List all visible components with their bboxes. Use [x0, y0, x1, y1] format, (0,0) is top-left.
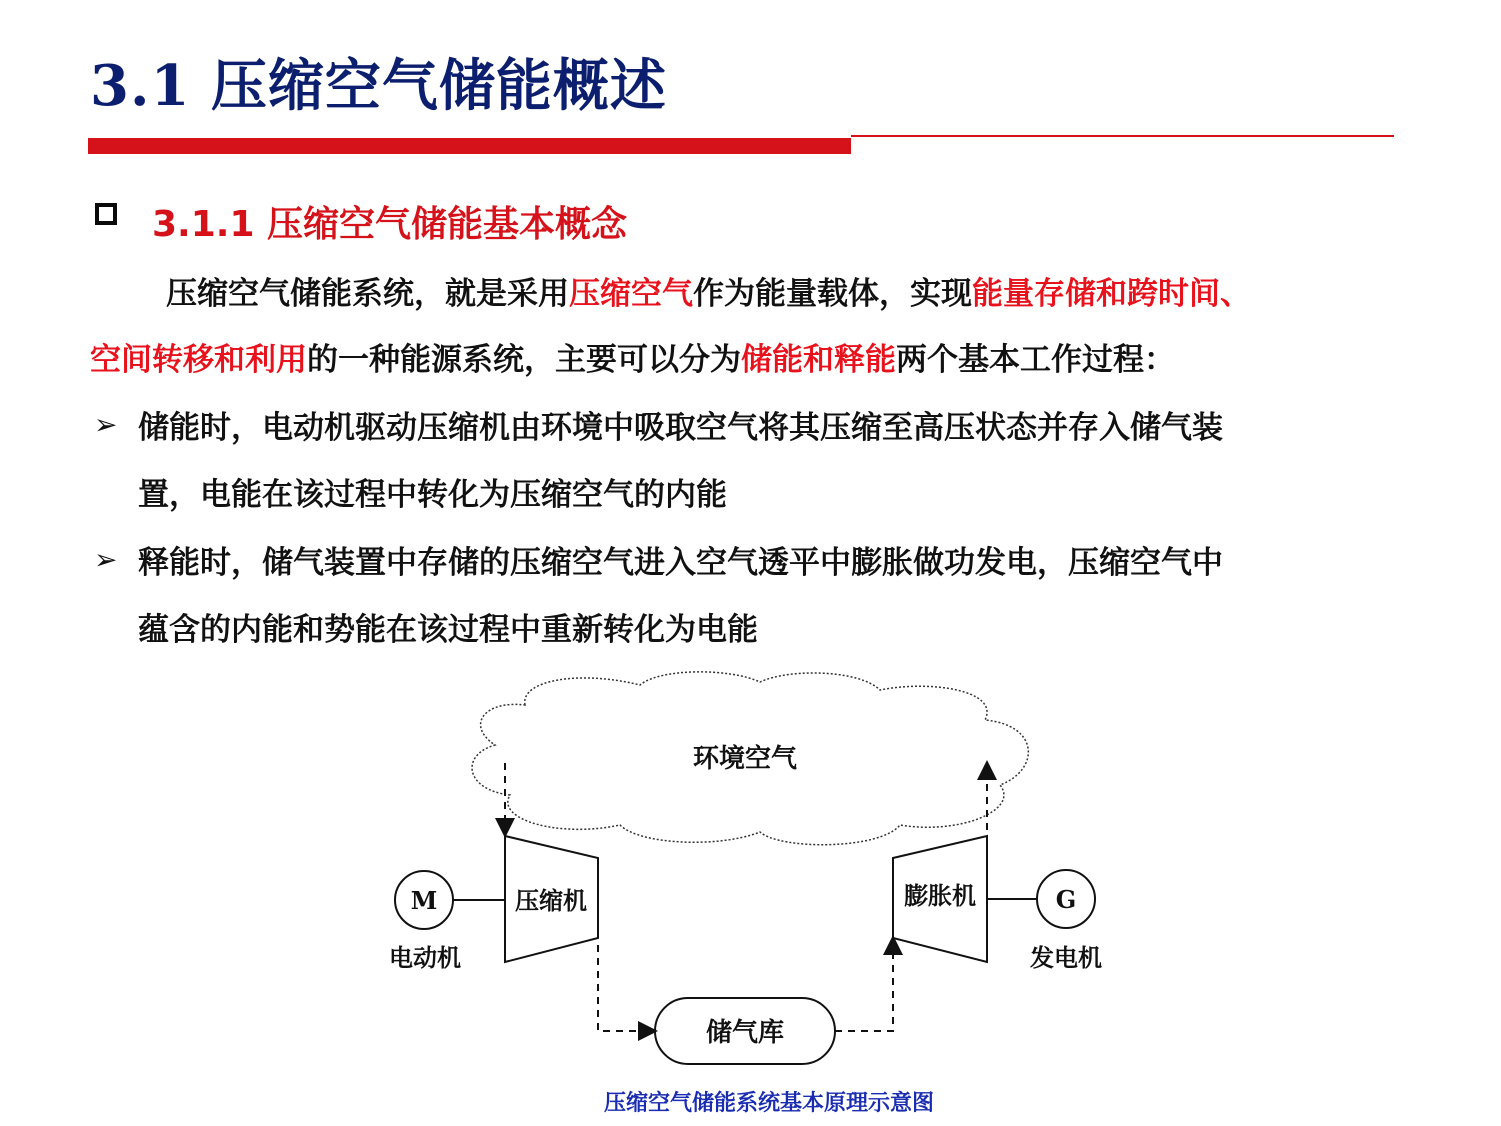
cloud-label: 环境空气: [692, 744, 798, 774]
storage-to-expander-arrow: [835, 945, 893, 1031]
compressor-label: 压缩机: [515, 886, 587, 915]
expander-label: 膨胀机: [904, 881, 976, 910]
intro-highlight: 储能和释能: [741, 342, 896, 378]
intro-text: 两个基本工作过程：: [896, 342, 1175, 378]
bullet-1-line-1: 储能时，电动机驱动压缩机由环境中吸取空气将其压缩至高压状态并存入储气装: [138, 410, 1223, 446]
intro-highlight: 压缩空气: [569, 276, 693, 312]
intro-highlight: 能量存储和跨时间、: [972, 276, 1251, 312]
motor-label: 电动机: [389, 943, 461, 972]
intro-highlight: 空间转移和利用: [90, 342, 307, 378]
generator-symbol: G: [1055, 885, 1077, 914]
section-title: 3.1.1 压缩空气储能基本概念: [152, 204, 628, 245]
figure-caption: 压缩空气储能系统基本原理示意图: [603, 1091, 934, 1116]
bullet-arrow-icon: ➢: [94, 543, 118, 576]
storage-label: 储气库: [705, 1018, 785, 1048]
bullet-arrow-icon: ➢: [94, 408, 118, 441]
slide-title: 3.1 压缩空气储能概述: [90, 53, 667, 119]
bullet-1-line-2: 置，电能在该过程中转化为压缩空气的内能: [138, 477, 727, 513]
motor-symbol: M: [410, 886, 438, 915]
intro-text: 作为能量载体，实现: [693, 276, 972, 312]
generator-label: 发电机: [1030, 943, 1102, 972]
bullet-2-line-2: 蕴含的内能和势能在该过程中重新转化为电能: [138, 612, 758, 648]
bullet-2-line-1: 释能时，储气装置中存储的压缩空气进入空气透平中膨胀做功发电，压缩空气中: [138, 545, 1223, 581]
intro-text: 压缩空气储能系统，就是采用: [166, 276, 569, 312]
intro-text: 的一种能源系统，主要可以分为: [307, 342, 741, 378]
compressed-air-to-storage-arrow: [598, 945, 648, 1031]
